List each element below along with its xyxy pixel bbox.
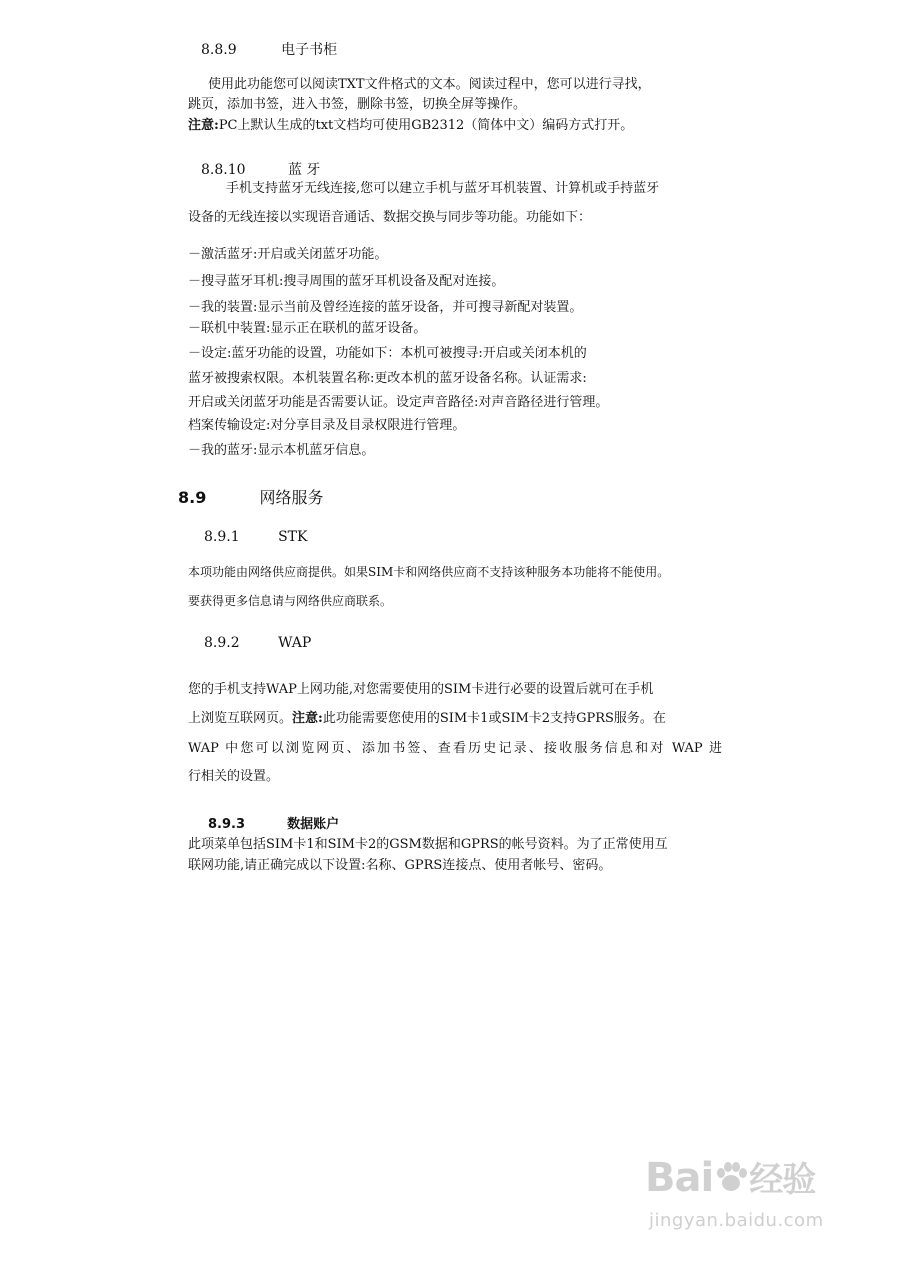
paragraph-line: 您的手机支持WAP上网功能,对您需要使用的SIM卡进行必要的设置后就可在手机 [188, 682, 654, 697]
paragraph-line: 设备的无线连接以实现语音通话、数据交换与同步等功能。功能如下： [188, 210, 592, 225]
section-heading-8-9 [178, 485, 323, 508]
paragraph-text: 此功能需要您使用的SIM卡1或SIM卡2支持GPRS服务。在 [322, 711, 666, 726]
section-heading-8-9-2 [204, 635, 311, 651]
section-number: 8.8.10 [201, 162, 246, 178]
section-heading-8-8-10 [201, 159, 320, 179]
paw-icon [713, 1159, 749, 1195]
section-title: 电子书柜 [281, 42, 338, 58]
section-title: 数据账户 [287, 817, 340, 832]
section-title: STK [278, 529, 308, 545]
list-item: －联机中装置:显示正在联机的蓝牙设备。 [188, 321, 427, 336]
paragraph-line: 跳页，添加书签，进入书签，删除书签，切换全屏等操作。 [188, 97, 527, 112]
paragraph-line: WAP 中您可以浏览网页、添加书签、查看历史记录、接收服务信息和对 WAP 进 [188, 741, 722, 756]
paragraph-line: 要获得更多信息请与网络供应商联系。 [188, 594, 393, 608]
paragraph-line: 使用此功能您可以阅读TXT文件格式的文本。阅读过程中，您可以进行寻找， [208, 77, 651, 92]
list-item: 蓝牙被搜索权限。本机装置名称:更改本机的蓝牙设备名称。认证需求: [188, 371, 587, 386]
paragraph-line: 此项菜单包括SIM卡1和SIM卡2的GSM数据和GPRS的帐号资料。为了正常使用互 [188, 837, 668, 852]
section-heading-8-9-3 [208, 818, 339, 831]
paragraph-line: 行相关的设置。 [188, 769, 280, 784]
list-item: －搜寻蓝牙耳机:搜寻周围的蓝牙耳机设备及配对连接。 [188, 274, 505, 289]
section-number: 8.9 [178, 488, 207, 507]
list-item: －我的装置:显示当前及曾经连接的蓝牙设备，并可搜寻新配对装置。 [188, 300, 583, 315]
note-text: PC上默认生成的txt文档均可使用GB2312（简体中文）编码方式打开。 [218, 118, 634, 133]
list-item: －我的蓝牙:显示本机蓝牙信息。 [188, 443, 375, 458]
watermark-logo-text: 经验 [749, 1160, 816, 1200]
watermark-url: jingyan.baidu.com [649, 1210, 824, 1231]
section-title: WAP [278, 635, 312, 651]
section-number: 8.8.9 [201, 42, 237, 58]
baidu-jingyan-watermark [645, 1152, 865, 1242]
list-item: 档案传输设定:对分享目录及目录权限进行管理。 [188, 418, 466, 433]
note-label: 注意: [292, 711, 323, 726]
section-number: 8.9.1 [204, 529, 240, 545]
section-title: 蓝 牙 [287, 162, 321, 178]
paragraph-text: 上浏览互联网页。 [188, 711, 293, 726]
paragraph-line: 手机支持蓝牙无线连接,您可以建立手机与蓝牙耳机装置、计算机或手持蓝牙 [226, 181, 660, 196]
section-heading-8-9-1 [204, 529, 307, 545]
section-heading-8-8-9 [201, 39, 337, 59]
paragraph-line: 本项功能由网络供应商提供。如果SIM卡和网络供应商不支持该种服务本功能将不能使用。 [188, 565, 670, 579]
list-item: 开启或关闭蓝牙功能是否需要认证。设定声音路径:对声音路径进行管理。 [188, 395, 609, 410]
note-line [188, 119, 633, 132]
section-title: 网络服务 [259, 488, 324, 507]
watermark-logo [645, 1152, 815, 1201]
note-label: 注意: [188, 118, 219, 133]
paragraph-line: 联网功能,请正确完成以下设置:名称、GPRS连接点、使用者帐号、密码。 [188, 858, 612, 873]
section-number: 8.9.3 [208, 817, 246, 832]
section-number: 8.9.2 [204, 635, 240, 651]
paragraph-line [188, 712, 666, 725]
list-item: －激活蓝牙:开启或关闭蓝牙功能。 [188, 247, 388, 262]
watermark-logo-text: Bai [645, 1155, 714, 1201]
list-item: －设定:蓝牙功能的设置，功能如下：本机可被搜寻:开启或关闭本机的 [188, 346, 587, 361]
